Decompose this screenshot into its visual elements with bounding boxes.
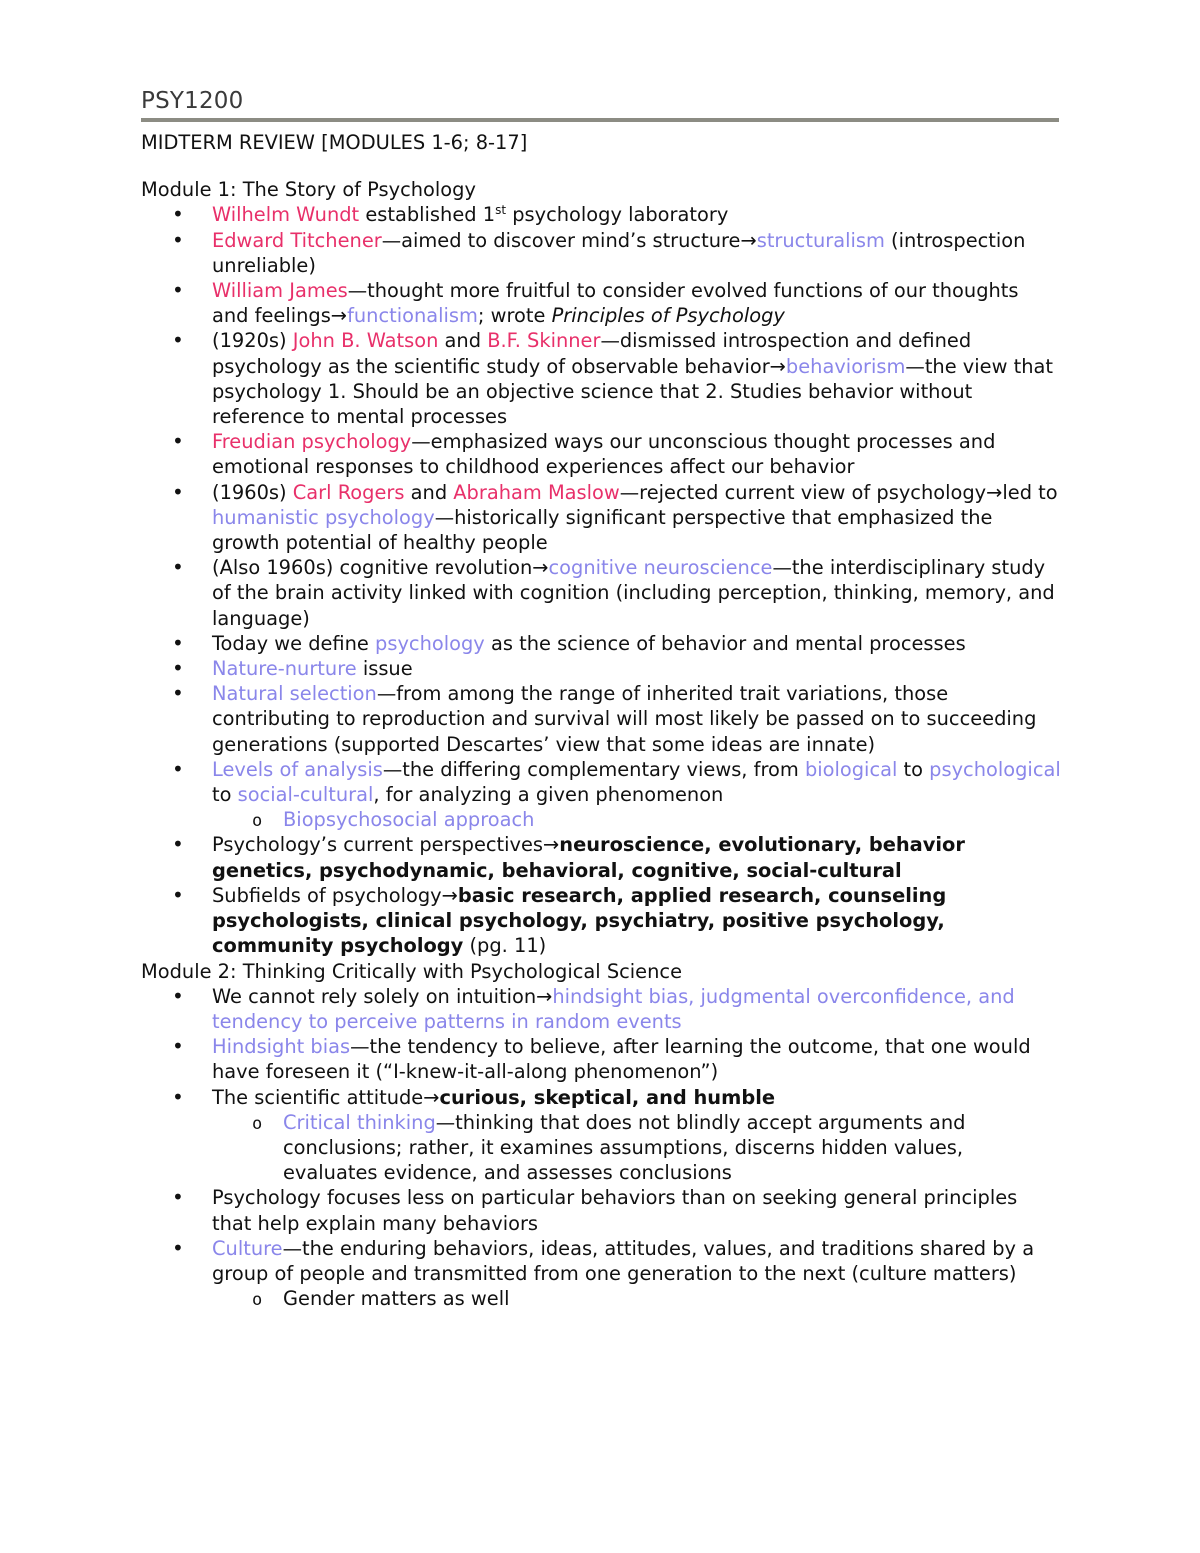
key-term: psychology <box>375 631 485 655</box>
text: —the view that psychology 1. Should be an objective science that 2. Studies behavior without reference to mental processes <box>212 354 1053 429</box>
key-term: hindsight bias, judgmental overconfidence, and tendency to perceive patterns in random events <box>212 984 1015 1033</box>
list-item <box>141 1085 1061 1186</box>
text: —thought more fruitful to consider evolved functions of our thoughts and feelings→ <box>212 279 1019 328</box>
text: Psychology’s current perspectives→ <box>212 833 560 857</box>
list-item <box>141 1236 1061 1312</box>
text: —rejected current view of psychology→led to <box>619 480 1058 504</box>
person-name: Carl Rogers <box>292 480 405 504</box>
text: —the enduring behaviors, ideas, attitudes, values, and traditions shared by a group of people and transmitted from one generation to the next (culture matters) <box>212 1236 1035 1285</box>
module2-heading: Module 2: Thinking Critically with Psychological Science <box>141 959 682 983</box>
list-item <box>141 555 1061 631</box>
sub-list-item <box>212 807 1061 832</box>
key-term: Biopsychosocial approach <box>283 808 535 832</box>
list-item <box>141 1034 1061 1084</box>
list-item <box>141 278 1061 328</box>
key-term: structuralism <box>756 228 885 252</box>
key-term: humanistic psychology <box>212 505 435 529</box>
list-item <box>141 202 1061 227</box>
text: ; wrote <box>477 304 552 328</box>
person-name: B.F. Skinner <box>487 329 601 353</box>
header-rule <box>141 118 1059 122</box>
sub-list-item <box>212 1110 1061 1186</box>
person-name: Wilhelm Wundt <box>212 203 360 227</box>
text: —historically significant perspective that emphasized the growth potential of healthy people <box>212 505 993 555</box>
list-item <box>141 328 1061 429</box>
text: —dismissed introspection and defined psychology as the scientific study of observable behavior→ <box>212 329 972 378</box>
list-item <box>141 656 1061 681</box>
person-name: Abraham Maslow <box>453 480 620 504</box>
superscript: st <box>495 203 507 218</box>
book-title: Principles of Psychology <box>551 304 785 328</box>
sub-list-item <box>212 1286 1061 1311</box>
text: —from among the range of inherited trait variations, those contributing to reproduction and survival will most likely be passed on to succeeding generations (supported Descartes’ view that some ideas are innate) <box>212 682 1037 756</box>
text: —the differing complementary views, from <box>382 757 805 781</box>
bold-text: basic research, applied research, counseling psychologists, clinical psychology, psychiatry, positive psychology, community psychology <box>212 883 947 958</box>
spacer <box>141 155 1061 177</box>
text: Today we define <box>212 631 376 655</box>
key-term: behaviorism <box>785 354 906 378</box>
sub-list <box>212 1110 1061 1186</box>
person-name: John B. Watson <box>292 329 439 353</box>
text: psychology laboratory <box>506 203 729 227</box>
list-item <box>141 832 1061 882</box>
key-term: Levels of analysis <box>212 757 383 781</box>
module1-list <box>141 202 1061 958</box>
text: Psychology focuses less on particular behaviors than on seeking general principles that help explain many behaviors <box>212 1186 1018 1235</box>
text: to <box>897 757 930 781</box>
list-item <box>141 883 1061 959</box>
text: (introspection unreliable) <box>212 228 1026 277</box>
text: as the science of behavior and mental processes <box>484 631 966 655</box>
text: (1960s) <box>212 480 293 504</box>
key-term: functionalism <box>347 304 478 328</box>
bold-text: neuroscience, evolutionary, behavior genetics, psychodynamic, behavioral, cognitive, social-cultural <box>212 833 965 882</box>
text: —aimed to discover mind’s structure→ <box>381 228 757 252</box>
bold-text: curious, skeptical, and humble <box>439 1085 775 1109</box>
key-term: Natural selection <box>212 682 377 706</box>
text: and <box>438 329 488 353</box>
module2-list <box>141 984 1061 1312</box>
key-term: psychological <box>929 757 1061 781</box>
document-body <box>141 130 1061 1311</box>
list-item <box>141 429 1061 479</box>
text: —emphasized ways our unconscious thought processes and emotional responses to childhood experiences affect our behavior <box>212 430 996 479</box>
key-term: Nature-nurture <box>212 657 357 681</box>
person-name: William James <box>212 279 348 303</box>
list-item <box>141 681 1061 757</box>
key-term: Critical thinking <box>283 1110 436 1134</box>
text: We cannot rely solely on intuition→ <box>212 984 553 1008</box>
text: to <box>212 783 238 807</box>
person-name: Freudian psychology <box>212 430 412 454</box>
key-term: Culture <box>212 1236 283 1260</box>
key-term: Hindsight bias <box>212 1035 351 1059</box>
text: issue <box>356 657 413 681</box>
list-item <box>141 631 1061 656</box>
text: —the interdisciplinary study of the brain activity linked with cognition (including perception, thinking, memory, and language) <box>212 556 1055 630</box>
review-title: MIDTERM REVIEW [MODULES 1-6; 8-17] <box>141 131 528 154</box>
text: established 1 <box>359 203 496 227</box>
text: Gender matters as well <box>283 1287 510 1311</box>
key-term: biological <box>804 757 898 781</box>
sub-list <box>212 807 1061 832</box>
key-term: social-cultural <box>237 783 374 807</box>
list-item <box>141 480 1061 556</box>
module1-heading: Module 1: The Story of Psychology <box>141 178 476 202</box>
list-item <box>141 228 1061 278</box>
list-item <box>141 757 1061 833</box>
text: —thinking that does not blindly accept arguments and conclusions; rather, it examines assumptions, discerns hidden values, evaluates evidence, and assesses conclusions <box>283 1110 966 1185</box>
text: (pg. 11) <box>463 934 547 958</box>
text: and <box>404 480 454 504</box>
course-code: PSY1200 <box>141 88 244 114</box>
text: —the tendency to believe, after learning the outcome, that one would have foreseen it (“I-knew-it-all-along phenomenon”) <box>212 1035 1031 1084</box>
person-name: Edward Titchener <box>212 228 382 252</box>
text: , for analyzing a given phenomenon <box>373 783 724 807</box>
text: (Also 1960s) cognitive revolution→ <box>212 556 549 580</box>
sub-list <box>212 1286 1061 1311</box>
text: (1920s) <box>212 329 293 353</box>
list-item <box>141 1185 1061 1235</box>
text: Subfields of psychology→ <box>212 883 458 907</box>
list-item <box>141 984 1061 1034</box>
key-term: cognitive neuroscience <box>548 556 773 580</box>
text: The scientific attitude→ <box>212 1085 440 1109</box>
